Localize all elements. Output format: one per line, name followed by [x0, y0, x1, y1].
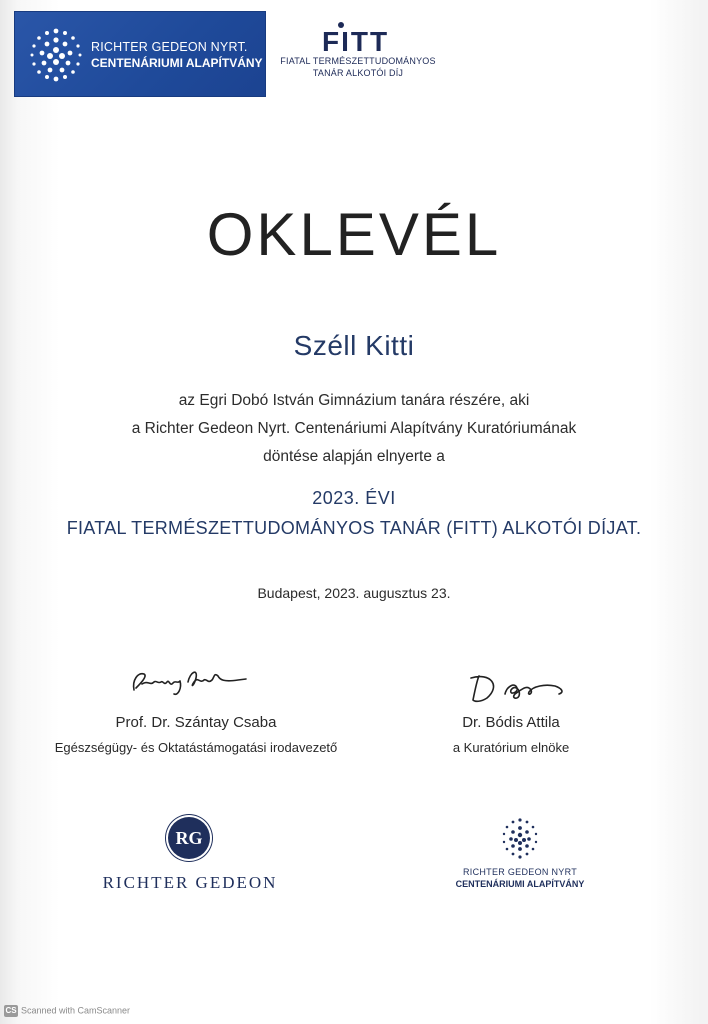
body-line-3: döntése alapján elnyerte a — [263, 448, 445, 465]
foundation-dots-icon — [500, 817, 540, 861]
award-year: 2023. ÉVI — [312, 488, 396, 508]
place-and-date: Budapest, 2023. augusztus 23. — [257, 585, 451, 601]
foundation-dots-icon — [27, 26, 85, 84]
fitt-subtitle-line1: FIATAL TERMÉSZETTUDOMÁNYOS — [280, 56, 436, 66]
richter-gedeon-logo — [100, 815, 280, 905]
certificate-title: OKLEVÉL — [206, 201, 502, 268]
rg-monogram-icon: RG — [168, 817, 210, 859]
body-line-2: a Richter Gedeon Nyrt. Centenáriumi Alapítvány Kuratóriumának — [131, 420, 577, 437]
scanner-text: Scanned with CamScanner — [21, 1005, 131, 1016]
centenary-line2: CENTENÁRIUMI ALAPÍTVÁNY — [455, 879, 585, 889]
foundation-name-line2: CENTENÁRIUMI ALAPÍTVÁNY — [91, 56, 263, 70]
recipient-name: Széll Kitti — [293, 330, 415, 361]
scanner-watermark — [4, 1005, 130, 1017]
signature-right — [465, 670, 575, 710]
fitt-logo — [278, 22, 438, 92]
body-line-1: az Egri Dobó István Gimnázium tanára részére, aki — [178, 392, 530, 409]
award-name: FIATAL TERMÉSZETTUDOMÁNYOS TANÁR (FITT) ALKOTÓI DÍJAT. — [66, 518, 642, 538]
richter-gedeon-wordmark: RICHTER GEDEON — [102, 873, 278, 892]
signer-left-name: Prof. Dr. Szántay Csaba — [115, 714, 277, 731]
foundation-banner-logo — [15, 12, 265, 96]
camscanner-icon: CS — [5, 1006, 17, 1015]
signature-left — [128, 662, 253, 702]
fitt-wordmark: FITT — [322, 26, 390, 57]
centenary-line1: RICHTER GEDEON NYRT — [462, 867, 578, 877]
signer-right-name: Dr. Bódis Attila — [462, 714, 560, 731]
signer-left-role: Egészségügy- és Oktatástámogatási irodavezető — [54, 740, 338, 755]
foundation-name-line1: RICHTER GEDEON NYRT. — [91, 40, 248, 54]
signer-right-role: a Kuratórium elnöke — [452, 740, 570, 755]
fitt-subtitle-line2: TANÁR ALKOTÓI DÍJ — [312, 68, 404, 78]
centenary-foundation-logo — [450, 815, 590, 895]
